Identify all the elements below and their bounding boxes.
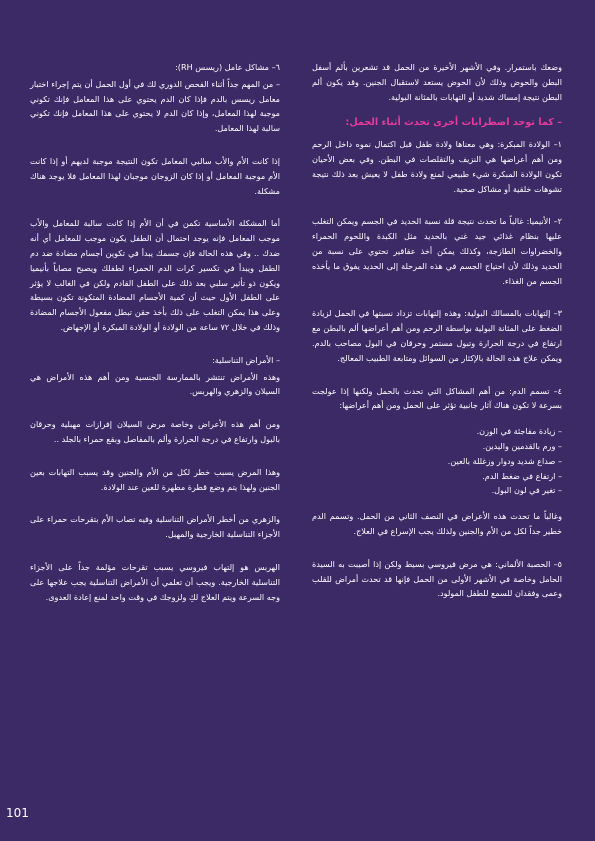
rh-compatible-paragraph: إذا كانت الأم والأب سالبي المعامل تكون النتيجة موجبة لديهم أو إذا كانت الأم موجبة المعامل أو إذا كان الزوجان موجبان لهذا المعامل فلا يوجد هناك مشكلة. (30, 155, 280, 196)
rubella-paragraph: ٥– الحصبة الألماني: هي مرض فيروسي بسيط ولكن إذا أصيبت به السيدة الحامل وخاصة في الأشهر الأولى من الحمل فإنها قد تحدث أمراض للقلب وعمى وفقدان للسمع للطفل المولود. (312, 558, 562, 599)
section-heading: – كما توجد اضطرابات أخرى تحدث أثناء الحمل: (345, 117, 562, 129)
list-item: – ورم بالقدمين واليدين. (482, 440, 562, 451)
rh-problem-paragraph: أما المشكلة الأساسية تكمن في أن الأم إذا كانت سالبة للمعامل والأب موجب المعامل فإنه يوجد احتمال أن الطفل يكون موجب للمعامل أي أنه ضدك .. وفي هذه الحالة فإن جسمك يبدأ في تكوين أجسام مضادة ضد دم الطفل ويبدأ في تكسير كرات الدم الحمراء لطفلك ويصبح مصاباً بأنيميا ويكون ذو تأثير سلبي بعد ذلك على الطفل القادم ولكن في الغالب لا يؤثر على الطفل الأول حيث أن كمية الأجسام المضادة المتكونة تكون بسيطة وعلى هذا يمكن التغلب على ذلك بأخذ حقن تبطل مفعول الأجسام المضادة وذلك في خلال ٧٢ ساعة من الولادة أو الولادة المبكرة أو الإجهاض. (30, 218, 280, 332)
right-column (312, 60, 562, 612)
symptoms-note-paragraph: وغالباً ما تحدث هذه الأعراض في النصف الثاني من الحمل. وتسمم الدم خطير جداً لكل من الأم والجنين ولذلك يجب الإسراع في العلاج. (312, 511, 562, 536)
gonorrhea-risk-paragraph: وهذا المرض يسبب خطر لكل من الأم والجنين وقد يسبب التهابات بعين الجنين ولهذا يتم وضع قطرة مطهرة للعين عند الولادة. (30, 466, 280, 492)
rh-heading: ٦– مشاكل عامل (ريسس RH): (175, 62, 280, 72)
herpes-paragraph: الهربس هو إلتهاب فيروسي يسبب تقرحات مؤلمة جداً على الأجزاء التناسلية الخارجية. ويجب أن تعلمي أن الأمراض التناسلية يجب علاجها على وجه السرعة ويتم العلاج لكِ ولزوجك في وقت واحد لمنع إعادة العدوى. (30, 561, 280, 602)
intro-paragraph: وضعك باستمرار. وفي الأشهر الأخيرة من الحمل قد تشعرين بألم أسفل البطن والحوض وذلك لأن الحوض يستعد لاستقبال الجنين. وقد يكون ألم البطن نتيجة إمساك شديد أو التهابات بالمثانة البولية. (312, 62, 562, 102)
urinary-infection-paragraph: ٣– إلتهابات بالمسالك البولية: وهذه إلتهابات تزداد نسبتها في الحمل لزيادة الضغط على المثانة البولية بواسطة الرحم ومن أهم أعراضها ألم بالبطن مع ارتفاع في درجة الحرارة وتبول مستمر وحرقان في البول مصاحب بالدم. ويمكن علاج هذه الحالة بالإكثار من السوائل ومتابعة الطبيب المعالج. (312, 308, 562, 363)
std-heading: – الأمراض التناسلية: (212, 354, 280, 365)
anemia-paragraph: ٢– الأنيميا: غالباً ما تحدث نتيجة قلة نسبة الحديد في الجسم ويمكن التغلب عليها بنظام غذائي جيد غني بالحديد مثل الكبدة واللحوم الحمراء والخضراوات الطازجة، وكذلك يمكن أخذ عقاقير تحتوي على نسبة من الحديد وذلك لأن احتياج الجسم في هذه المرحلة إلى الحديد يفوق ما يأخذه الجسم من الغذاء. (312, 216, 562, 286)
symptoms-list (312, 424, 562, 498)
list-item: – صداع شديد ودوار وزغللة بالعين. (447, 455, 562, 466)
list-item: – تغير في لون البول. (491, 485, 562, 496)
preeclampsia-paragraph: ٤– تسمم الدم: من أهم المشاكل التي تحدث بالحمل ولكنها إذا عولجت بسرعة لا تكون هناك آثار جانبية تؤثر على الحمل ومن أهم أعراضها: (312, 385, 562, 411)
rh-test-paragraph: – من المهم جداً أثناء الفحص الدوري لك في أول الحمل أن يتم إجراء اختبار معامل ريسس بالدم فإذا كان الدم يحتوي على هذا المعامل فإنك تكوني موجبة لهذا المعامل، وإذا كان الدم لا يحتوي على هذا المعامل فإنك تكوني سالبة لهذا المعامل. (30, 78, 280, 134)
list-item: – زيادة مفاجئة في الوزن. (476, 426, 562, 437)
list-item: – ارتفاع في ضغط الدم. (482, 470, 562, 481)
premature-birth-paragraph: ١– الولادة المبكرة: وهي معناها ولادة طفل قبل اكتمال نموه داخل الرحم ومن أهم أعراضها هي النزيف والتقلصات في البطن. وفي بعض الأحيان تكون الولادة المبكرة شيء طبيعي لمنع ولادة طفل لا يعيش بعد ذلك نتيجة تشوهات خلقية أو مشاكل صحية. (312, 139, 562, 194)
syphilis-paragraph: والزهري من أخطر الأمراض التناسلية وفيه تصاب الأم بتقرحات حمراء على الأجزاء التناسلية الخارجية والمهبل. (30, 514, 280, 540)
std-intro-paragraph: وهذه الأمراض تنتشر بالممارسة الجنسية ومن أهم هذه الأمراض هي السيلان والزهري والهربس. (30, 371, 280, 397)
page-number: 101 (6, 806, 29, 820)
gonorrhea-symptoms-paragraph: ومن أهم هذه الأعراض وخاصة مرض السيلان إفرازات مهبلية وحرقان بالبول وارتفاع في درجة الحرارة وألم بالمفاصل وبقع حمراء بالجلد .. (30, 419, 280, 444)
left-column (30, 60, 280, 615)
